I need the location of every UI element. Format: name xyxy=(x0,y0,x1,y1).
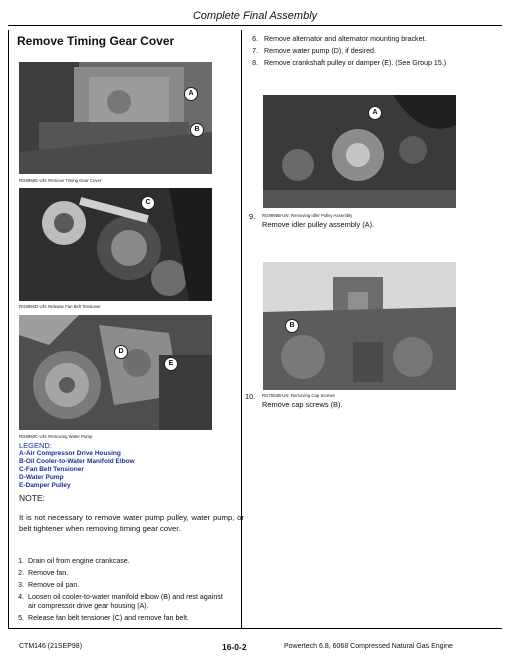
step-item xyxy=(252,59,447,68)
figure-caption: RG8992D-UN: Release Fan Belt Tensioner xyxy=(19,304,101,309)
callout-a: A xyxy=(184,87,198,101)
step-text: Remove water pump (D), if desired. xyxy=(264,47,376,55)
callout-c: C xyxy=(141,196,155,210)
step-item xyxy=(252,47,376,56)
legend-item: A-Air Compressor Drive Housing xyxy=(19,450,121,457)
step-number: 5. xyxy=(18,614,24,622)
figure-caption: RG8995B-UN: Removing Idler Pulley Assembly xyxy=(262,213,353,218)
photo-water-pump xyxy=(19,315,212,430)
note-title: NOTE: xyxy=(19,493,45,503)
header-rule xyxy=(8,25,502,26)
step-text: air compressor drive gear housing (A). xyxy=(28,602,149,610)
callout-b: B xyxy=(285,319,299,333)
step-number: 10. xyxy=(245,392,256,401)
footer-rule xyxy=(8,628,502,629)
step-number: 7. xyxy=(252,47,258,55)
callout-e: E xyxy=(164,357,178,371)
footer-doc-id: CTM146 (21SEP98) xyxy=(19,643,83,650)
figure-caption: RG8960C-UN: Removing Water Pump xyxy=(19,434,93,439)
legend-item: E-Damper Pulley xyxy=(19,482,71,489)
callout-d: D xyxy=(114,345,128,359)
running-header: Complete Final Assembly xyxy=(192,10,318,22)
step-text: Drain oil from engine crankcase. xyxy=(28,557,130,565)
photo-fan-belt-tensioner xyxy=(19,188,212,301)
section-title: Remove Timing Gear Cover xyxy=(17,34,175,48)
figure-caption: RG7553B-UN: Removing Cap Screws xyxy=(262,393,335,398)
step-number: 4. xyxy=(18,593,24,601)
page-number: 16-0-2 xyxy=(222,642,247,652)
step-number: 2. xyxy=(18,569,24,577)
callout-a: A xyxy=(368,106,382,120)
left-border xyxy=(8,30,9,628)
step-text: Remove oil pan. xyxy=(28,581,80,589)
legend-item: C-Fan Belt Tensioner xyxy=(19,466,84,473)
footer-title: Powertech 6.8, 6068 Compressed Natural Gas Engine xyxy=(284,643,453,650)
note-text: It is not necessary to remove water pump pulley, water pump, or belt tightener when removing timing gear cover. xyxy=(19,513,244,533)
step-number: 6. xyxy=(252,35,258,43)
callout-b: B xyxy=(190,123,204,137)
legend-title: LEGEND: xyxy=(19,441,52,450)
step-text: Remove cap screws (B). xyxy=(262,400,343,409)
figure-caption: RG8968C-UN: Remove Timing Gear Cover xyxy=(19,178,102,183)
step-text: Remove crankshaft pulley or damper (E). (See Group 15.) xyxy=(264,59,447,67)
step-text: Remove idler pulley assembly (A). xyxy=(262,220,375,229)
step-item xyxy=(252,35,427,44)
step-text: Loosen oil cooler-to-water manifold elbow (B) and rest against xyxy=(28,593,223,601)
step-number: 3. xyxy=(18,581,24,589)
step-number: 1. xyxy=(18,557,24,565)
step-number: 8. xyxy=(252,59,258,67)
step-text: Remove alternator and alternator mounting bracket. xyxy=(264,35,427,43)
step-text: Release fan belt tensioner (C) and remove fan belt. xyxy=(28,614,189,622)
legend-item: D-Water Pump xyxy=(19,474,64,481)
photo-timing-gear-cover xyxy=(19,62,212,174)
legend-item: B-Oil Cooler-to-Water Manifold Elbow xyxy=(19,458,135,465)
column-divider xyxy=(241,30,242,628)
photo-idler-pulley xyxy=(263,95,456,208)
step-text: Remove fan. xyxy=(28,569,69,577)
step-number: 9. xyxy=(249,212,256,221)
